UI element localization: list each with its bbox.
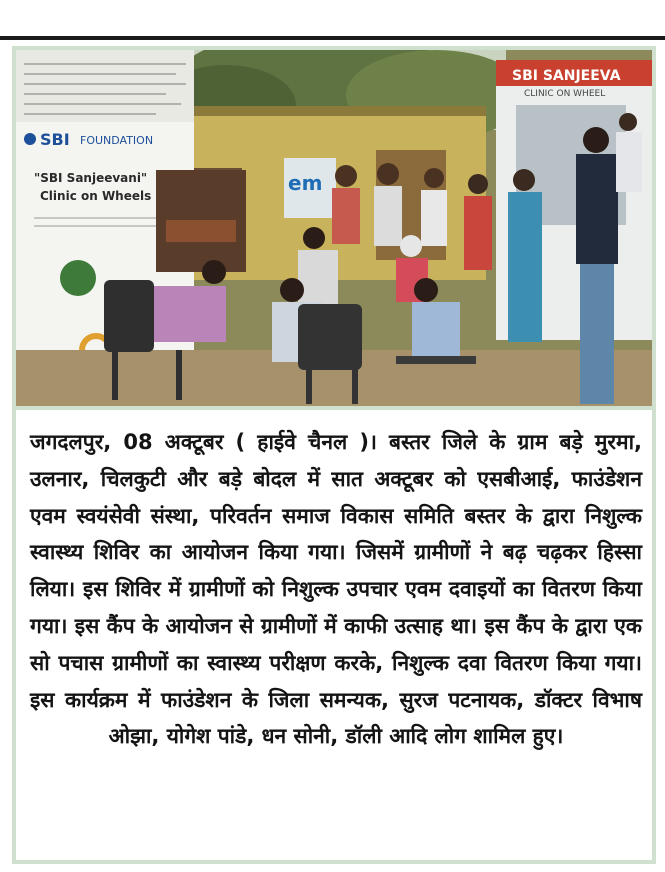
camp-scene <box>16 50 652 406</box>
van-sign: SBI SANJEEVA <box>512 68 621 84</box>
article-body: जगदलपुर, 08 अक्टूबर ( हाईवे चैनल )। बस्तर जिले के ग्राम बड़े मुरमा, उलनार, चिलकुटी और बड़े बोदल में सात अक्टूबर को एसबीआई, फाउंडेशन एवम स्वयंसेवी संस्था, परिवर्तन समाज विकास समिति बस्तर के द्वारा निशुल्क स्वास्थ्य शिविर का आयोजन किया गया। जिसमें ग्रामीणों ने बढ़ चढ़कर हिस्सा लिया। इस शिविर में ग्रामीणों को निशुल्क उपचार एवम दवाइयों का वितरण किया गया। इस कैंप के आयोजन से ग्रामीणों में काफी उत्साह था। इस कैंप के द्वारा एक सो पचास ग्रामीणों का स्वास्थ्य परीक्षण करके, निशुल्क दवा वितरण किया गया। इस कार्यक्रम में फाउंडेशन के जिला समन्यक, सुरज पटनायक, डॉक्टर विभाष ओझा, योगेश पांडे, धन सोनी, डॉली आदि लोग शामिल हुए। <box>30 430 642 749</box>
article-box <box>16 410 652 860</box>
banner-title-line2: Clinic on Wheels <box>40 189 152 203</box>
wall-sign: em <box>288 171 323 195</box>
news-clipping <box>12 46 656 864</box>
van-sign-sub: CLINIC ON WHEEL <box>524 89 606 99</box>
sbi-logo-icon <box>24 133 36 145</box>
banner-brand: SBI <box>40 130 70 149</box>
banner-brand-suffix: FOUNDATION <box>80 134 154 147</box>
banner-title-line1: "SBI Sanjeevani" <box>34 171 148 185</box>
top-rule <box>0 36 665 40</box>
camp-photo <box>16 50 652 406</box>
